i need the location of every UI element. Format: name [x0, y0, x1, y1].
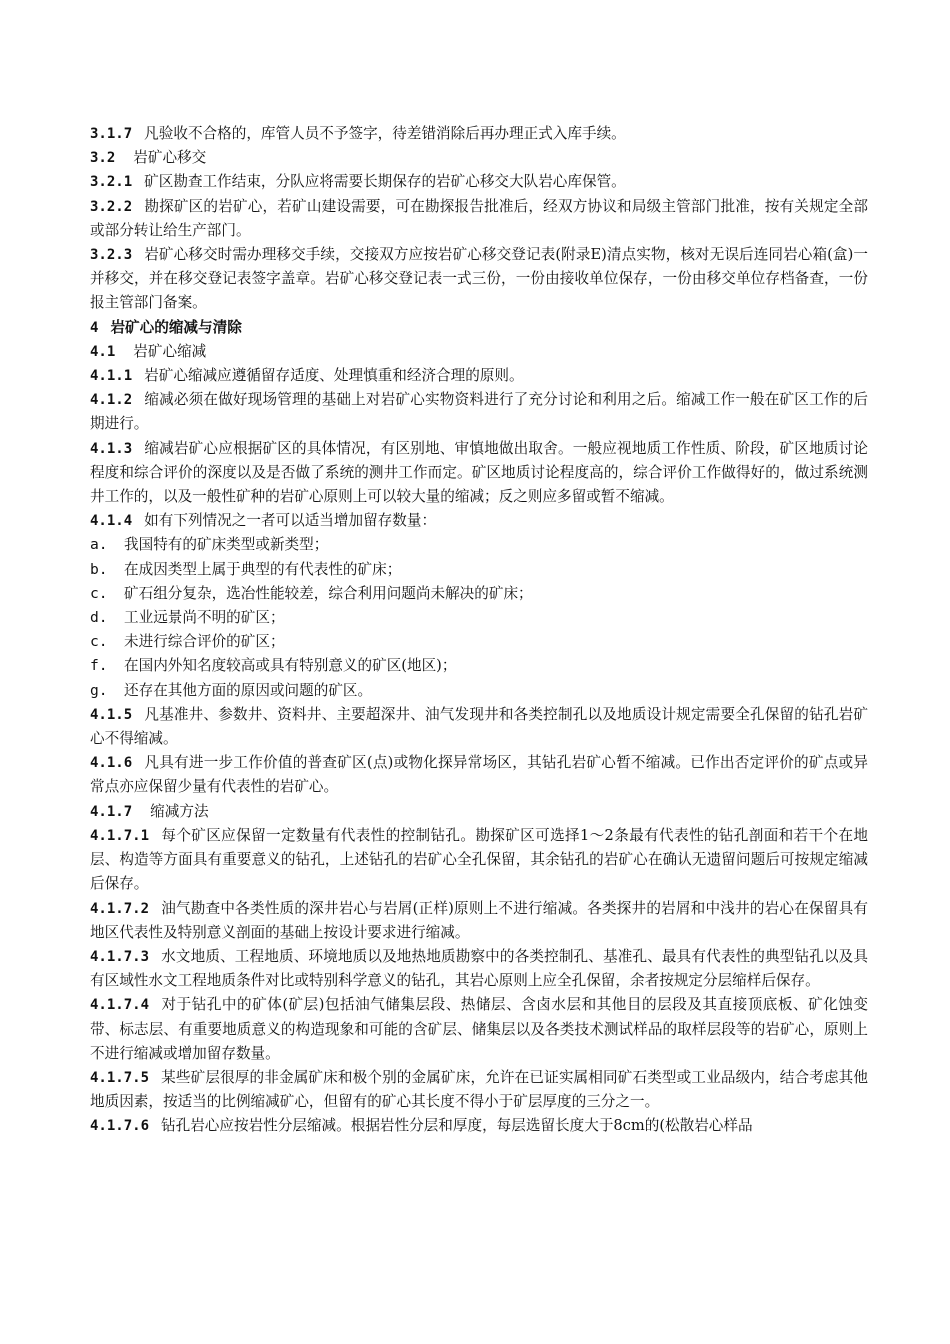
paragraph-4-1-7-4: 4.1.7.4 对于钻孔中的矿体(矿层)包括油气储集层段、热储层、含卤水层和其他目的层段及其直接顶底板、矿化蚀变带、标志层、有重要地质意义的构造现象和可能的含矿层、储集层以及各类技术测试样品的取样层段等的岩矿心，原则上不进行缩减或增加留存数量。 [90, 996, 868, 1062]
heading-3-2: 3.2 岩矿心移交 [90, 149, 207, 167]
document-page [90, 122, 868, 1139]
paragraph-3-2-1: 3.2.1 矿区勘查工作结束，分队应将需要长期保存的岩矿心移交大队岩心库保管。 [90, 173, 626, 191]
heading-4-1: 4.1 岩矿心缩减 [90, 342, 207, 360]
paragraph-4-1-4: 4.1.4 如有下列情况之一者可以适当增加留存数量： [90, 512, 437, 530]
list-item: b. 在成因类型上属于典型的有代表性的矿床； [90, 560, 402, 578]
paragraph-3-2-3: 3.2.3 岩矿心移交时需办理移交手续，交接双方应按岩矿心移交登记表(附录E)清点实物，核对无误后连同岩心箱(盒)一并移交，并在移交登记表签字盖章。岩矿心移交登记表一式三份，一份由接收单位保存，一份由移交单位存档备查，一份报主管部门备案。 [90, 246, 868, 312]
paragraph-3-1-7: 3.1.7 凡验收不合格的，库管人员不予签字，待差错消除后再办理正式入库手续。 [90, 125, 626, 142]
paragraph-4-1-7-6: 4.1.7.6 钻孔岩心应按岩性分层缩减。根据岩性分层和厚度，每层选留长度大于8cm的(松散岩心样品 [90, 1117, 753, 1135]
paragraph-4-1-5: 4.1.5 凡基准井、参数井、资料井、主要超深井、油气发现井和各类控制孔以及地质设计规定需要全孔保留的钻孔岩矿心不得缩减。 [90, 705, 868, 748]
paragraph-4-1-6: 4.1.6 凡具有进一步工作价值的普查矿区(点)或物化探异常场区，其钻孔岩矿心暂不缩减。已作出否定评价的矿点或异常点亦应保留少量有代表性的岩矿心。 [90, 754, 868, 796]
paragraph-4-1-7-3: 4.1.7.3 水文地质、工程地质、环境地质以及地热地质勘察中的各类控制孔、基准孔、最具有代表性的典型钻孔以及具有区域性水文工程地质条件对比或特别科学意义的钻孔，其岩心原则上应全孔保留，余者按规定分层缩样后保存。 [90, 947, 868, 990]
list-item: g. 还存在其他方面的原因或问题的矿区。 [90, 681, 373, 699]
list-item: a. 我国特有的矿床类型或新类型； [90, 536, 329, 554]
paragraph-3-2-2: 3.2.2 勘探矿区的岩矿心，若矿山建设需要，可在勘探报告批准后，经双方协议和局级主管部门批准，按有关规定全部或部分转让给生产部门。 [90, 197, 868, 239]
paragraph-4-1-7-1: 4.1.7.1 每个矿区应保留一定数量有代表性的控制钻孔。勘探矿区可选择1～2条最有代表性的钻孔剖面和若干个在地层、构造等方面具有重要意义的钻孔，上述钻孔的岩矿心全孔保留，其余钻孔的岩矿心在确认无遗留问题后可按规定缩减后保存。 [90, 826, 868, 893]
list-item: d. 工业远景尚不明的矿区； [90, 609, 285, 627]
paragraph-4-1-3: 4.1.3 缩减岩矿心应根据矿区的具体情况，有区别地、审慎地做出取舍。一般应视地质工作性质、阶段，矿区地质讨论程度和综合评价的深度以及是否做了系统的测井工作而定。矿区地质讨论程度高的，综合评价工作做得好的，做过系统测井工作的，以及一般性矿种的岩矿心原则上可以较大量的缩减；反之则应多留或暂不缩减。 [90, 439, 868, 506]
list-item: c. 未进行综合评价的矿区； [90, 633, 285, 651]
list-item: c. 矿石组分复杂，选冶性能较差，综合利用问题尚未解决的矿床； [90, 584, 533, 602]
heading-4-1-7: 4.1.7 缩减方法 [90, 802, 209, 820]
heading-4: 4 岩矿心的缩减与清除 [90, 318, 242, 336]
paragraph-4-1-2: 4.1.2 缩减必须在做好现场管理的基础上对岩矿心实物资料进行了充分讨论和利用之后。缩减工作一般在矿区工作的后期进行。 [90, 391, 868, 433]
paragraph-4-1-7-2: 4.1.7.2 油气勘查中各类性质的深井岩心与岩屑(正样)原则上不进行缩减。各类探井的岩屑和中浅井的岩心在保留具有地区代表性及特别意义剖面的基础上按设计要求进行缩减。 [90, 899, 868, 941]
paragraph-4-1-7-5: 4.1.7.5 某些矿层很厚的非金属矿床和极个别的金属矿床，允许在已证实属相同矿石类型或工业品级内，结合考虑其他地质因素，按适当的比例缩减矿心，但留有的矿心其长度不得小于矿层厚度的三分之一。 [90, 1068, 868, 1111]
list-item: f. 在国内外知名度较高或具有特别意义的矿区(地区)； [90, 657, 457, 675]
paragraph-4-1-1: 4.1.1 岩矿心缩减应遵循留存适度、处理慎重和经济合理的原则。 [90, 367, 524, 385]
